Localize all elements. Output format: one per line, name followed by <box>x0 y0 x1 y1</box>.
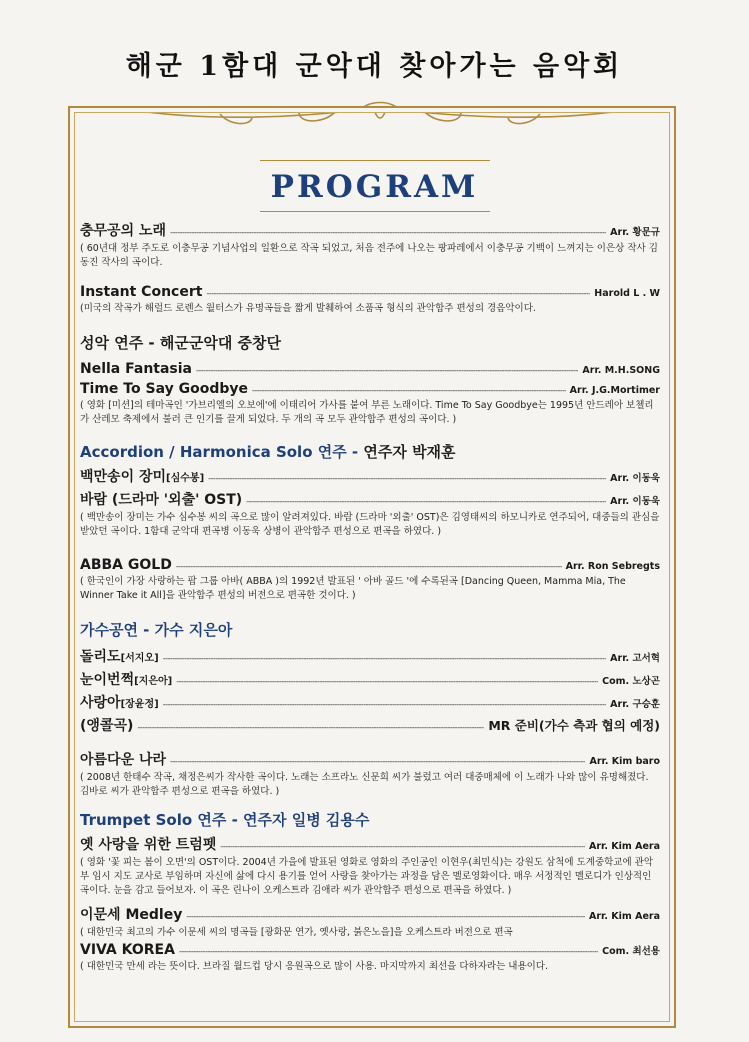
item-title: 사랑아[장윤정] <box>80 695 159 711</box>
leader-dots <box>186 912 585 921</box>
leader-dots <box>246 497 606 506</box>
program-item <box>80 834 660 898</box>
leader-dots <box>208 474 606 483</box>
item-description: ( 대한민국 만세 라는 뜻이다. 브라질 월드컵 당시 응원곡으로 많이 사용. 마지막까지 최선을 다하자라는 내용이다. <box>80 961 549 972</box>
program-item <box>80 361 660 377</box>
item-title: Time To Say Goodbye <box>80 381 248 397</box>
item-description: ( 대한민국 최고의 가수 이문세 씨의 명곡들 [광화문 연가, 옛사랑, 붉은노을]을 오케스트라 버전으로 편곡 <box>80 927 513 938</box>
program-item <box>80 669 660 689</box>
program-title: PROGRAM <box>270 169 479 205</box>
section-heading: 가수공연 - 가수 지은아 <box>80 621 233 639</box>
program-item <box>80 557 660 603</box>
program-heading <box>0 160 749 212</box>
item-singer: [지은아] <box>134 676 173 687</box>
item-arranger: Arr. 이동욱 <box>610 473 660 484</box>
item-arranger: Arr. 이동욱 <box>610 496 660 507</box>
leader-dots <box>179 947 598 956</box>
item-arranger: Arr. 고서혁 <box>610 653 660 664</box>
program-item <box>80 381 660 427</box>
item-arranger: Harold L . W <box>594 288 660 299</box>
item-arranger: Arr. Ron Sebregts <box>565 561 660 572</box>
item-title: 눈이번쩍[지은아] <box>80 672 173 688</box>
leader-dots <box>196 366 578 375</box>
item-title: 백만송이 장미[심수봉] <box>80 469 205 485</box>
item-arranger: Arr. Kim baro <box>589 756 660 767</box>
program-item <box>80 749 660 799</box>
item-description: ( 영화 '꽃 피는 봄이 오면'의 OST이다. 2004년 가을에 발표된 영화로 영화의 주인공인 이현우(최민식)는 강원도 삼척에 도계중학교에 관악부 임시 지도 교사로 부임하며 자신에 삶에 다시 용기를 얻어 사랑을 찾아가는 과정을 담은 멜로영화이다. 매우 서정적인 멜로디가 인상적인 곡이다. 눈을 감고 들어보자. 이 곡은 린나이 오케스트라 김애라 씨가 관악합주 편성으로 편곡을 하였다. ) <box>80 857 654 896</box>
program-item <box>80 715 660 735</box>
item-arranger: Arr. J.G.Mortimer <box>569 385 660 396</box>
item-arranger: Arr. 구승훈 <box>610 699 660 710</box>
program-list <box>80 220 660 974</box>
program-item <box>80 646 660 666</box>
item-arranger: Arr. 황문규 <box>610 227 660 238</box>
item-title: 옛 사랑을 위한 트럼펫 <box>80 837 217 853</box>
section-heading-blue: Accordion / Harmonica Solo 연주 - <box>80 443 364 461</box>
program-rule-bottom <box>260 211 490 212</box>
item-title: Nella Fantasia <box>80 361 193 377</box>
item-description: ( 한국인이 가장 사랑하는 팝 그룹 아바( ABBA )의 1992년 발표된 ' 아바 골드 '에 수록된곡 [Dancing Queen, Mamma Mia, The Winner Take it All]을 관악합주 편성의 버전으로 편곡한 것이다. ) <box>80 576 626 601</box>
item-title: 아름다운 나라 <box>80 752 167 768</box>
item-arranger: Arr. M.H.SONG <box>582 365 660 376</box>
program-item <box>80 284 660 316</box>
item-title: 돌리도[서지오] <box>80 649 159 665</box>
item-title: VIVA KOREA <box>80 942 175 958</box>
section-heading-blue: Trumpet Solo 연주 <box>80 811 227 829</box>
leader-dots <box>176 562 562 571</box>
leader-dots <box>170 757 585 766</box>
leader-dots <box>252 386 566 395</box>
item-note: MR 준비(가수 측과 협의 예정) <box>488 718 660 733</box>
item-description: ( 백만송이 장미는 가수 심수봉 씨의 곡으로 많이 알려져있다. 바람 (드라마 '외출' OST)은 김영태씨의 하모니카로 연주되어, 대중들의 관심을 받았던 곡이다. 1함대 군악대 편곡병 이동욱 상병이 관악합주 편성으로 편곡을 하였다. ) <box>80 512 660 537</box>
program-item <box>80 942 660 974</box>
item-description: ( 60년대 정부 주도로 이충무공 기념사업의 일환으로 작곡 되었고, 처음 전주에 나오는 팡파레에서 이충무공 기백이 느껴지는 이은상 작사 김동진 작사의 곡이다. <box>80 243 658 268</box>
section-heading: 성악 연주 - 해군군악대 중창단 <box>80 334 281 352</box>
leader-dots <box>137 723 484 732</box>
section-heading-rest: - 연주자 일병 김용수 <box>226 811 370 829</box>
leader-dots <box>176 677 598 686</box>
section-heading-rest: 연주자 박재훈 <box>363 443 456 461</box>
item-arranger: Arr. Kim Aera <box>589 841 660 852</box>
section-heading <box>80 809 660 830</box>
program-rule-top <box>260 160 490 161</box>
item-arranger: Com. 노상곤 <box>602 676 660 687</box>
item-singer: [심수봉] <box>166 473 205 484</box>
item-title: 바람 (드라마 '외출' OST) <box>80 492 243 508</box>
program-item <box>80 692 660 712</box>
leader-dots <box>206 289 590 298</box>
item-arranger: Com. 최선용 <box>602 946 660 957</box>
item-title: ABBA GOLD <box>80 557 172 573</box>
item-singer: [장윤정] <box>120 699 159 710</box>
program-item <box>80 220 660 270</box>
item-singer: [서지오] <box>120 653 159 664</box>
item-title: 이문세 Medley <box>80 907 183 923</box>
program-item <box>80 489 660 539</box>
item-title: Instant Concert <box>80 284 203 300</box>
item-arranger: Arr. Kim Aera <box>589 911 660 922</box>
program-item <box>80 466 660 486</box>
item-title: 충무공의 노래 <box>80 223 167 239</box>
item-description: ( 영화 [미션]의 테마곡인 '가브리엘의 오보에'에 이태리어 가사를 붙여 부른 노래이다. Time To Say Goodbye는 1995년 안드레아 보첼리가 산레모 축제에서 불러 큰 인기를 끌게 되었다. 두 개의 곡 모두 관악합주 편성의 곡이다. ) <box>80 400 654 425</box>
leader-dots <box>163 700 606 709</box>
leader-dots <box>170 228 606 237</box>
leader-dots <box>163 654 606 663</box>
leader-dots <box>220 842 585 851</box>
item-title: (앵콜곡) <box>80 718 134 734</box>
item-description: ( 2008년 한태수 작곡, 채정은씨가 작사한 곡이다. 노래는 소프라노 신문희 씨가 불렀고 여러 대중매체에 이 노래가 나와 많이 유명해졌다. 김바로 씨가 관악합주 편성으로 편곡을 하였다. ) <box>80 772 649 797</box>
program-item <box>80 904 660 940</box>
page-title: 해군 1함대 군악대 찾아가는 음악회 <box>125 51 624 82</box>
section-heading <box>80 441 660 462</box>
item-description: (미국의 작곡가 해럴드 로렌스 월터스가 유명곡들을 짧게 발췌하여 소품곡 형식의 관악합주 편성의 경음악이다. <box>80 303 536 314</box>
